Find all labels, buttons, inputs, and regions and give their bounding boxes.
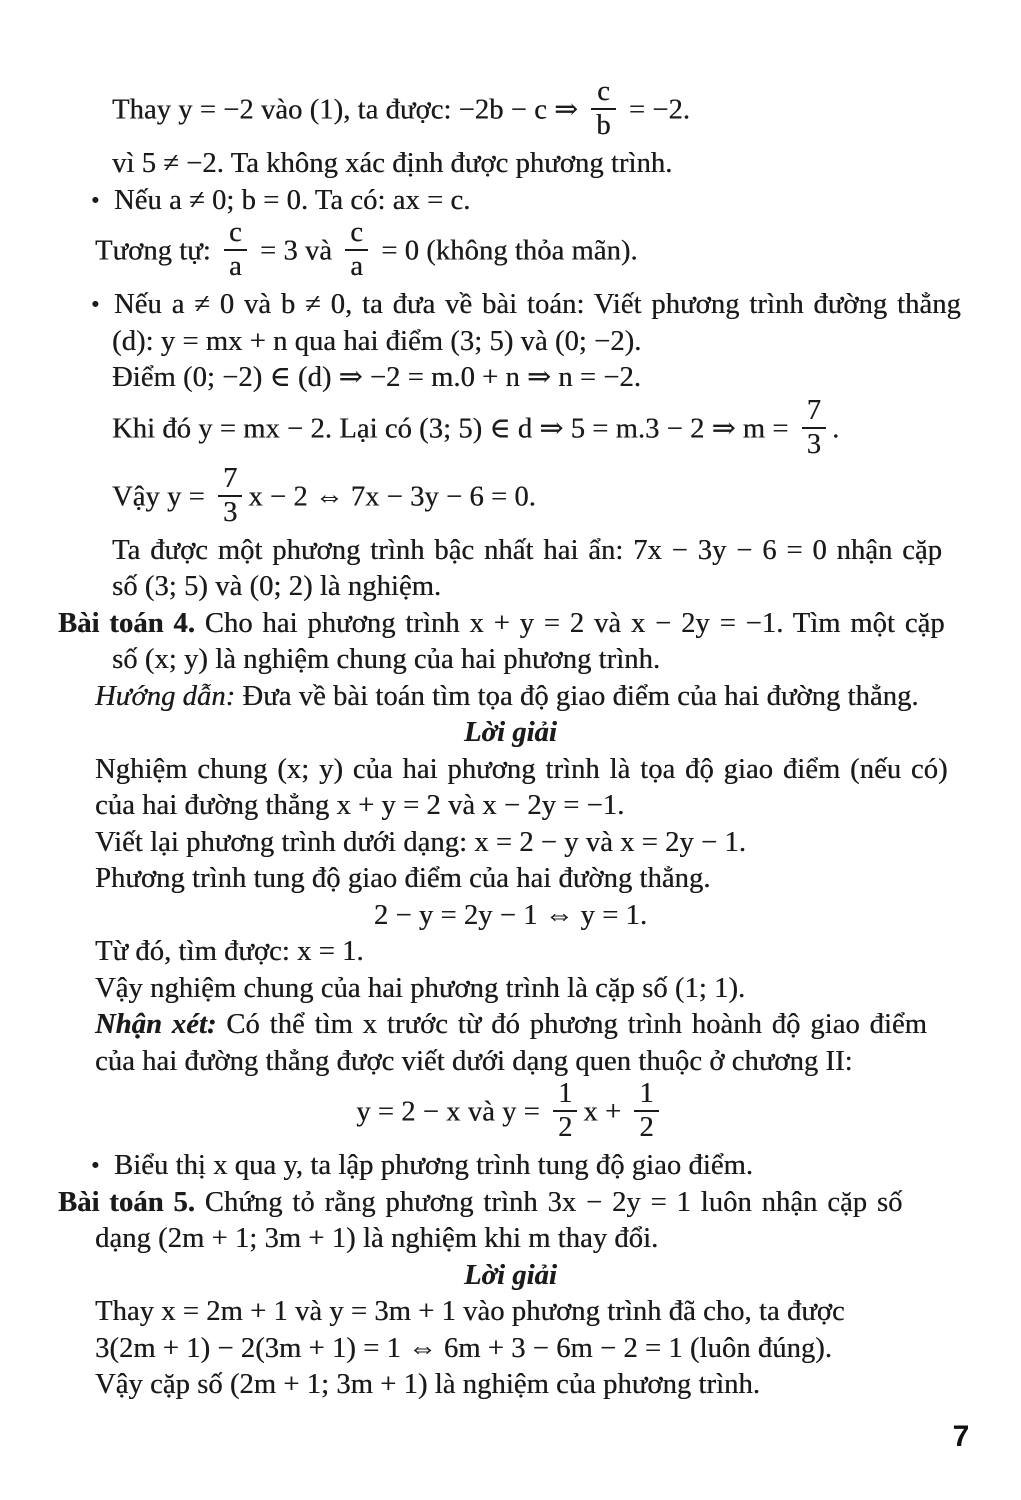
text-segment: Vậy nghiệm chung của hai phương trình là cặp số (1; 1). [95, 972, 746, 1004]
bullet-line [58, 1148, 963, 1185]
text-line [58, 971, 963, 1008]
text-line [58, 1294, 963, 1331]
solution-heading [58, 1258, 963, 1295]
fraction: $\frac{1}{2}$ [634, 1079, 658, 1143]
text-segment: Lời giải [464, 717, 557, 748]
fraction: $\frac{c}{b}$ [591, 77, 615, 141]
text-segment: Chứng tỏ rằng phương trình 3x − 2y = 1 luôn nhận cặp số [194, 1186, 903, 1218]
page-number: 7 [952, 1420, 970, 1453]
text-line [58, 569, 963, 606]
text-segment: số (x; y) là nghiệm chung của hai phương trình. [112, 644, 661, 675]
text-line [58, 861, 963, 898]
text-segment: 2 − y = 2y − 1 ⇔ y = 1. [373, 899, 648, 931]
fraction: $\frac{c}{a}$ [345, 218, 368, 282]
text-segment: Viết lại phương trình dưới dạng: x = 2 − y và x = 2y − 1. [95, 826, 746, 858]
text-segment: Nếu a ≠ 0 và b ≠ 0, ta đưa về bài toán: Viết phương trình đường thẳng [114, 289, 961, 320]
text-segment: Phương trình tung độ giao điểm của hai đường thẳng. [95, 863, 711, 894]
text-line [58, 825, 963, 862]
text-line [58, 642, 963, 679]
text-segment: Vậy cặp số (2m + 1; 3m + 1) là nghiệm của phương trình. [95, 1369, 760, 1400]
text-segment: . [832, 413, 840, 445]
text-segment: Thay y = −2 vào (1), ta được: −2b − c ⇒ [112, 94, 586, 126]
text-line [58, 462, 963, 533]
text-segment: Lời giải [464, 1259, 557, 1291]
text-segment: vì 5 ≠ −2. Ta không xác định được phương trình. [112, 148, 673, 179]
text-line [58, 394, 963, 465]
text-segment: Vậy y = [112, 481, 212, 513]
text-segment: = 3 và [252, 235, 340, 267]
text-segment: Tương tự: [95, 235, 218, 267]
text-line [58, 146, 963, 183]
text-segment: dạng (2m + 1; 3m + 1) là nghiệm khi m thay đổi. [95, 1223, 659, 1254]
bullet-icon: • [91, 292, 100, 318]
text-line [58, 1331, 963, 1368]
text-segment: Có thể tìm x trước từ đó phương trình hoành độ giao điểm [216, 1009, 927, 1040]
text-line [58, 78, 963, 146]
text-segment: x + [583, 1096, 629, 1128]
problem-statement-line [58, 606, 963, 643]
fraction: $\frac{c}{a}$ [224, 218, 247, 282]
centered-equation [58, 1080, 963, 1148]
text-segment: Ta được một phương trình bậc nhất hai ẩn: 7x − 3y − 6 = 0 nhận cặp [112, 534, 943, 566]
bullet-line [58, 287, 963, 324]
page-content [58, 78, 963, 1404]
text-segment: Từ đó, tìm được: x = 1. [95, 936, 364, 967]
fraction: $\frac{7}{3}$ [802, 396, 826, 460]
text-line [58, 1221, 963, 1258]
text-segment: 3(2m + 1) − 2(3m + 1) = 1 ⇔ 6m + 3 − 6m − 2 = 1 (luôn đúng). [95, 1332, 832, 1364]
text-segment: (d): y = mx + n qua hai điểm (3; 5) và (0; −2). [112, 325, 642, 357]
text-segment: Nếu a ≠ 0; b = 0. Ta có: ax = c. [114, 184, 471, 216]
text-segment: = 0 (không thỏa mãn). [374, 235, 638, 267]
text-segment: x − 2 ⇔ 7x − 3y − 6 = 0. [248, 481, 536, 513]
text-segment: của hai đường thẳng được viết dưới dạng quen thuộc ở chương II: [95, 1045, 853, 1077]
text-segment: Cho hai phương trình x + y = 2 và x − 2y = −1. Tìm một cặp [194, 607, 945, 639]
text-line [58, 219, 963, 287]
bullet-icon: • [91, 187, 100, 214]
text-segment: Bài toán 4. [58, 607, 195, 639]
text-segment: Thay x = 2m + 1 và y = 3m + 1 vào phương trình đã cho, ta được [95, 1296, 845, 1327]
text-line [58, 1007, 963, 1044]
text-segment: Điểm (0; −2) ∈ (d) ⇒ −2 = m.0 + n ⇒ n = −2. [112, 362, 641, 393]
text-segment: của hai đường thẳng x + y = 2 và x − 2y = −1. [95, 790, 625, 821]
text-segment: = −2. [621, 94, 691, 126]
text-line [58, 934, 963, 971]
text-segment: Nghiệm chung (x; y) của hai phương trình là tọa độ giao điểm (nếu có) [95, 753, 948, 785]
text-line [58, 1367, 963, 1404]
text-line [58, 788, 963, 825]
fraction: $\frac{1}{2}$ [553, 1079, 577, 1143]
text-segment: Đưa về bài toán tìm tọa độ giao điểm của hai đường thẳng. [235, 680, 919, 712]
solution-heading [58, 715, 963, 752]
text-segment: Biểu thị x qua y, ta lập phương trình tung độ giao điểm. [114, 1150, 754, 1181]
text-line [58, 1044, 963, 1081]
bullet-line [58, 183, 963, 220]
text-segment: Hướng dẫn: [95, 680, 236, 712]
centered-equation [58, 898, 963, 935]
text-segment: y = 2 − x và y = [356, 1096, 548, 1128]
fraction: $\frac{7}{3}$ [218, 464, 242, 528]
problem-statement-line [58, 1185, 963, 1222]
text-segment: số (3; 5) và (0; 2) là nghiệm. [112, 571, 442, 602]
text-line [58, 360, 963, 397]
text-line [58, 679, 963, 716]
text-segment: Bài toán 5. [58, 1186, 195, 1218]
text-segment: Nhận xét: [95, 1009, 217, 1040]
text-segment: Khi đó y = mx − 2. Lại có (3; 5) ∈ d ⇒ 5 = m.3 − 2 ⇒ m = [112, 413, 796, 445]
text-line [58, 752, 963, 789]
bullet-icon: • [91, 1153, 100, 1179]
text-line [58, 324, 963, 361]
text-line [58, 533, 963, 570]
